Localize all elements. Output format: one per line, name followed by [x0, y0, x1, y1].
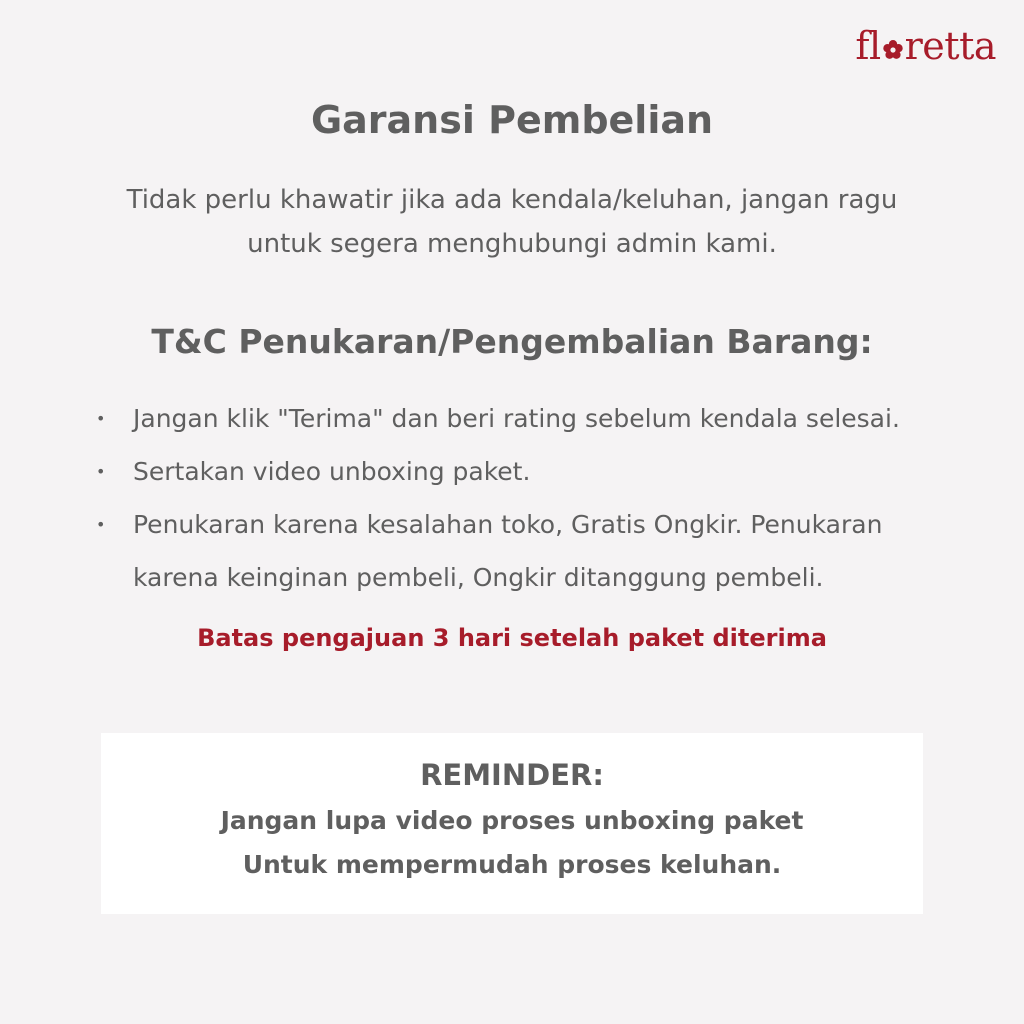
reminder-line-2: Untuk mempermudah proses keluhan.: [242, 850, 782, 879]
tc-item-text: Penukaran karena kesalahan toko, Gratis Ongkir. Penukaran karena keinginan pembeli, Ongkir ditanggung pembeli.: [133, 510, 883, 592]
bullet-icon: •: [96, 409, 106, 428]
brand-name-part-2: retta: [904, 24, 996, 68]
page-title: Garansi Pembelian: [310, 98, 714, 142]
tc-list: [96, 392, 956, 604]
tc-item-text: Sertakan video unboxing paket.: [133, 457, 531, 486]
tc-heading: T&C Penukaran/Pengembalian Barang:: [151, 322, 873, 361]
bullet-icon: •: [96, 462, 106, 481]
tc-list-item: [96, 445, 956, 498]
brand-name-part-1: fl: [855, 24, 881, 68]
brand-logo: [855, 24, 996, 68]
deadline-notice: Batas pengajuan 3 hari setelah paket diterima: [197, 624, 827, 652]
tc-item-text: Jangan klik "Terima" dan beri rating sebelum kendala selesai.: [133, 404, 900, 433]
flower-icon: [882, 39, 904, 61]
reminder-box: [101, 733, 923, 914]
tc-list-item: [96, 392, 956, 445]
intro-text: Tidak perlu khawatir jika ada kendala/keluhan, jangan ragu untuk segera menghubungi admin kami.: [126, 185, 898, 259]
bullet-icon: •: [96, 515, 106, 534]
tc-list-item: [96, 498, 956, 604]
reminder-line-1: Jangan lupa video proses unboxing paket: [220, 806, 804, 835]
reminder-title: REMINDER:: [420, 758, 604, 792]
